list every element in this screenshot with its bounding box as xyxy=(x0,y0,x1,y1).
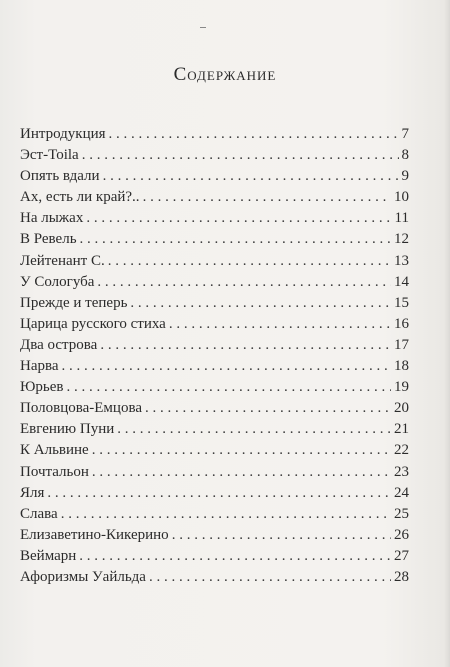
toc-entry xyxy=(20,525,409,546)
toc-entry xyxy=(20,377,409,398)
dot-leader xyxy=(80,229,391,250)
dot-leader xyxy=(149,567,391,588)
dot-leader xyxy=(82,145,399,166)
dot-leader xyxy=(97,272,391,293)
toc-entry-title: Эст-Toila xyxy=(20,147,79,164)
toc-entry xyxy=(20,272,409,293)
dot-leader xyxy=(103,166,399,187)
toc-entry-title: У Сологуба xyxy=(20,273,95,290)
dot-leader xyxy=(172,525,391,546)
dot-leader xyxy=(62,356,391,377)
toc-entry xyxy=(20,546,409,567)
toc-entry-page-number: 24 xyxy=(394,484,409,501)
toc-entry-title: Почтальон xyxy=(20,463,89,480)
dot-leader xyxy=(92,462,391,483)
toc-entry-page-number: 13 xyxy=(394,252,409,269)
toc-entry xyxy=(20,504,409,525)
toc-entry-page-number: 26 xyxy=(394,526,409,543)
toc-entry xyxy=(20,440,409,461)
dot-leader xyxy=(108,251,391,272)
toc-entry-page-number: 18 xyxy=(394,358,409,375)
dot-leader xyxy=(92,440,391,461)
dot-leader xyxy=(109,124,399,145)
toc-entry-title: Нарва xyxy=(20,358,59,375)
table-of-contents xyxy=(20,124,409,588)
toc-entry xyxy=(20,419,409,440)
toc-entry-title: На лыжах xyxy=(20,210,84,227)
toc-entry-title: Юрьев xyxy=(20,379,64,396)
toc-entry xyxy=(20,145,409,166)
toc-entry xyxy=(20,356,409,377)
toc-entry-title: Лейтенант С. xyxy=(20,252,105,269)
toc-entry-page-number: 10 xyxy=(394,189,409,206)
toc-entry-page-number: 7 xyxy=(401,126,409,142)
toc-entry-page-number: 20 xyxy=(394,400,409,417)
toc-entry-title: Слава xyxy=(20,505,58,522)
toc-entry xyxy=(20,398,409,419)
toc-entry-title: Прежде и теперь xyxy=(20,294,128,311)
toc-entry-title: Афоризмы Уайльда xyxy=(20,568,146,585)
toc-entry-title: Два острова xyxy=(20,336,98,353)
dot-leader xyxy=(61,504,391,525)
toc-entry xyxy=(20,187,409,208)
toc-entry-page-number: 21 xyxy=(394,421,409,438)
dot-leader xyxy=(67,377,392,398)
toc-entry-page-number: 28 xyxy=(394,568,409,585)
toc-entry-title: Веймарн xyxy=(20,547,77,564)
toc-entry-title: Яля xyxy=(20,484,45,501)
dot-leader xyxy=(117,419,391,440)
toc-entry-page-number: 15 xyxy=(394,294,409,311)
page-title: Содержание xyxy=(173,64,277,85)
dot-leader xyxy=(169,314,391,335)
toc-entry xyxy=(20,229,409,250)
toc-entry xyxy=(20,483,409,504)
toc-entry-page-number: 8 xyxy=(401,147,409,164)
toc-entry-page-number: 23 xyxy=(394,463,409,480)
toc-entry-page-number: 14 xyxy=(394,273,409,290)
toc-entry-title: В Ревель xyxy=(20,231,77,248)
toc-entry-page-number: 27 xyxy=(394,547,409,564)
dot-leader xyxy=(100,335,391,356)
toc-entry xyxy=(20,293,409,314)
toc-entry-page-number: 11 xyxy=(394,210,409,227)
toc-entry-title: Ах, есть ли край?.. xyxy=(20,189,140,206)
dot-leader xyxy=(86,208,391,229)
dot-leader xyxy=(130,293,391,314)
toc-entry-page-number: 25 xyxy=(394,505,409,522)
toc-entry xyxy=(20,462,409,483)
dot-leader xyxy=(47,483,391,504)
dot-leader xyxy=(145,398,391,419)
dot-leader xyxy=(79,546,391,567)
toc-entry-page-number: 16 xyxy=(394,315,409,332)
toc-entry-title: Интродукция xyxy=(20,126,106,142)
page-edge-shadow xyxy=(444,0,450,667)
dot-leader xyxy=(143,187,391,208)
toc-entry-title: Половцова-Емцова xyxy=(20,400,142,417)
toc-entry-title: Царица русского стиха xyxy=(20,315,166,332)
toc-entry xyxy=(20,124,409,145)
toc-entry-page-number: 9 xyxy=(401,168,409,185)
toc-entry-page-number: 17 xyxy=(394,336,409,353)
toc-entry xyxy=(20,314,409,335)
toc-entry-title: К Альвине xyxy=(20,442,89,459)
toc-entry xyxy=(20,251,409,272)
toc-entry xyxy=(20,567,409,588)
toc-entry-title: Опять вдали xyxy=(20,168,100,185)
toc-entry-page-number: 22 xyxy=(394,442,409,459)
toc-entry-title: Евгению Пуни xyxy=(20,421,115,438)
page-mark xyxy=(200,27,206,28)
toc-entry-page-number: 12 xyxy=(394,231,409,248)
toc-entry-page-number: 19 xyxy=(394,379,409,396)
toc-entry xyxy=(20,166,409,187)
toc-entry-title: Елизаветино-Кикерино xyxy=(20,526,169,543)
toc-entry xyxy=(20,208,409,229)
toc-entry xyxy=(20,335,409,356)
